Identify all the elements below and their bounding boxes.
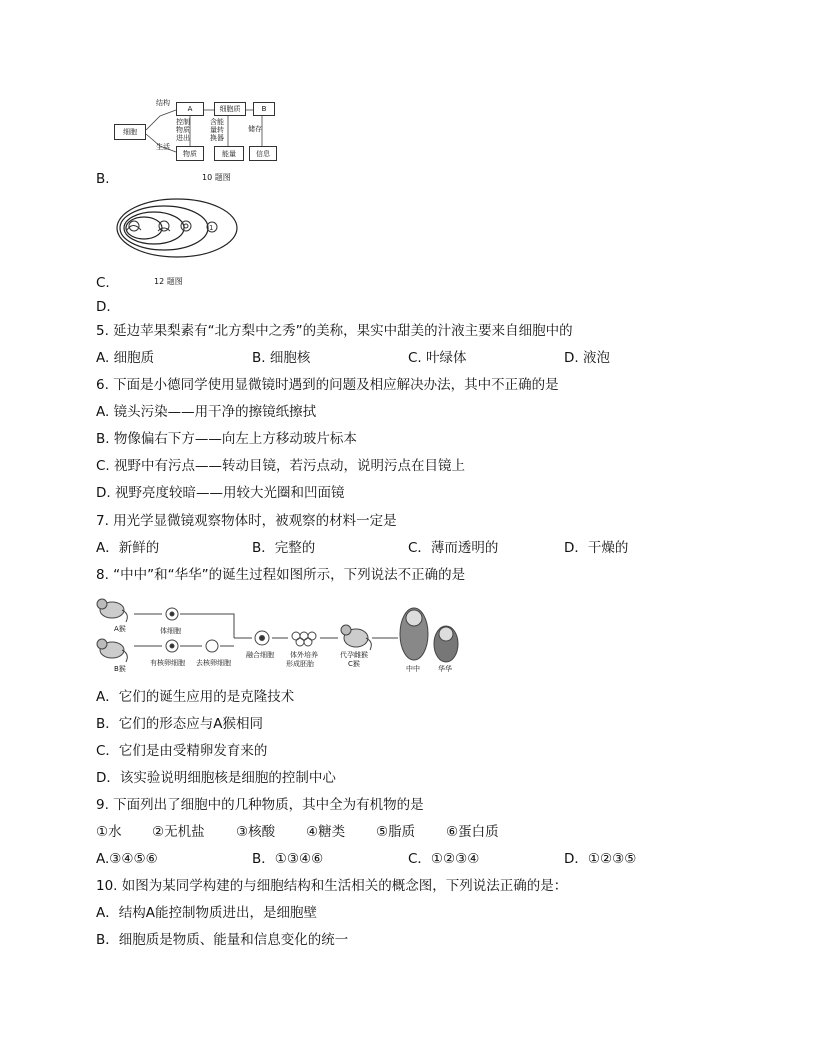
q9-item: ②无机盐 — [152, 824, 205, 840]
fig10-store-label: 储存 — [248, 125, 262, 133]
fig8-embryo-label: 形成胚胎 — [286, 660, 314, 668]
q8-option-b: B．它们的形态应与A猴相同 — [96, 716, 263, 732]
fig10-cell-box: 细胞 — [114, 124, 146, 140]
q7-option-d: D．干燥的 — [564, 540, 629, 556]
q6-option-d: D. 视野亮度较暗——用较大光圈和凹面镜 — [96, 485, 345, 501]
q9-stem: 9. 下面列出了细胞中的几种物质，其中全为有机物的是 — [96, 797, 424, 813]
q9-option-b: B．①③④⑥ — [252, 851, 324, 867]
fig10-energy-converter-label: 含能 — [210, 118, 224, 126]
fig10-b-box: B — [253, 102, 275, 116]
fig10-caption: 10 题图 — [202, 173, 231, 182]
fig10-control-label-3: 进出 — [176, 134, 190, 142]
q8-option-c: C．它们是由受精卵发育来的 — [96, 743, 268, 759]
option-c-label: C. — [96, 275, 110, 291]
figure-10 — [110, 96, 290, 182]
q9-option-c: C．①②③④ — [408, 851, 480, 867]
q5-option-a: A. 细胞质 — [96, 350, 155, 366]
q8-option-d: D．该实验说明细胞核是细胞的控制中心 — [96, 770, 336, 786]
fig8-zhongzhong-label: 中中 — [406, 665, 420, 673]
q9-item: ①水 — [96, 824, 122, 840]
figure-12-ellipses — [112, 196, 242, 266]
fig8-monkey-b-label: B猴 — [114, 665, 126, 673]
q8-option-a: A．它们的诞生应用的是克隆技术 — [96, 689, 295, 705]
q9-item: ③核酸 — [236, 824, 276, 840]
fig8-monkey-a-label: A猴 — [114, 625, 126, 633]
q8-stem: 8. “中中”和“华华”的诞生过程如图所示，下列说法不正确的是 — [96, 567, 466, 583]
fig10-cytoplasm-box: 细胞质 — [214, 102, 246, 116]
q5-option-b: B. 细胞核 — [252, 350, 311, 366]
fig10-life-label: 生活 — [156, 143, 170, 151]
fig10-energy-box: 能量 — [214, 146, 244, 161]
q9-option-a: A.③④⑤⑥ — [96, 851, 158, 867]
figure-12 — [112, 196, 242, 291]
fig10-info-box: 信息 — [249, 146, 277, 161]
q7-option-b: B．完整的 — [252, 540, 316, 556]
fig10-substance-box: 物质 — [176, 146, 204, 161]
q9-item: ⑥蛋白质 — [446, 824, 499, 840]
q7-option-c: C．薄而透明的 — [408, 540, 499, 556]
q5-option-d: D. 液泡 — [564, 350, 610, 366]
fig8-huahua-label: 华华 — [438, 665, 452, 673]
fig10-energy-converter-label-2: 量转 — [210, 126, 224, 134]
fig8-surrogate-label: 代孕雌猴 — [340, 651, 368, 659]
q10-option-b: B．细胞质是物质、能量和信息变化的统一 — [96, 932, 349, 948]
q6-option-c: C. 视野中有污点——转动目镜，若污点动，说明污点在目镜上 — [96, 458, 466, 474]
q7-option-a: A．新鲜的 — [96, 540, 160, 556]
fig10-control-label-2: 物质 — [176, 126, 190, 134]
fig8-monkey-c-label: C猴 — [348, 660, 360, 668]
q5-option-c: C. 叶绿体 — [408, 350, 467, 366]
fig12-caption: 12 题图 — [154, 277, 183, 286]
figure-8-cloning — [94, 594, 474, 680]
q9-item: ⑤脂质 — [376, 824, 416, 840]
fig10-structure-label: 结构 — [156, 99, 170, 107]
q6-stem: 6. 下面是小德同学使用显微镜时遇到的问题及相应解决办法，其中不正确的是 — [96, 377, 559, 393]
q9-item: ④糖类 — [306, 824, 346, 840]
option-d-label: D. — [96, 299, 111, 315]
q7-stem: 7. 用光学显微镜观察物体时，被观察的材料一定是 — [96, 513, 397, 529]
fig8-fused-label: 融合细胞 — [246, 651, 274, 659]
option-b-label: B. — [96, 171, 110, 187]
q10-stem: 10. 如图为某同学构建的与细胞结构和生活相关的概念图，下列说法正确的是： — [96, 878, 568, 894]
q6-option-b: B. 物像偏右下方——向左上方移动玻片标本 — [96, 431, 357, 447]
fig8-enucleated-label: 去核卵细胞 — [196, 659, 231, 667]
fig8-body-cell-label: 体细胞 — [160, 627, 181, 635]
q6-option-a: A. 镜头污染——用干净的擦镜纸擦拭 — [96, 404, 317, 420]
fig8-egg-label: 有核卵细胞 — [150, 659, 185, 667]
fig10-a-box: A — [176, 102, 204, 116]
svg-text:1: 1 — [209, 224, 214, 232]
q5-stem: 5. 延边苹果梨素有“北方梨中之秀”的美称，果实中甜美的汁液主要来自细胞中的 — [96, 323, 573, 339]
fig10-control-label: 控制 — [176, 118, 190, 126]
q10-option-a: A．结构A能控制物质进出，是细胞壁 — [96, 905, 317, 921]
fig8-culture-label: 体外培养 — [290, 651, 318, 659]
fig10-energy-converter-label-3: 换器 — [210, 134, 224, 142]
q9-option-d: D．①②③⑤ — [564, 851, 637, 867]
